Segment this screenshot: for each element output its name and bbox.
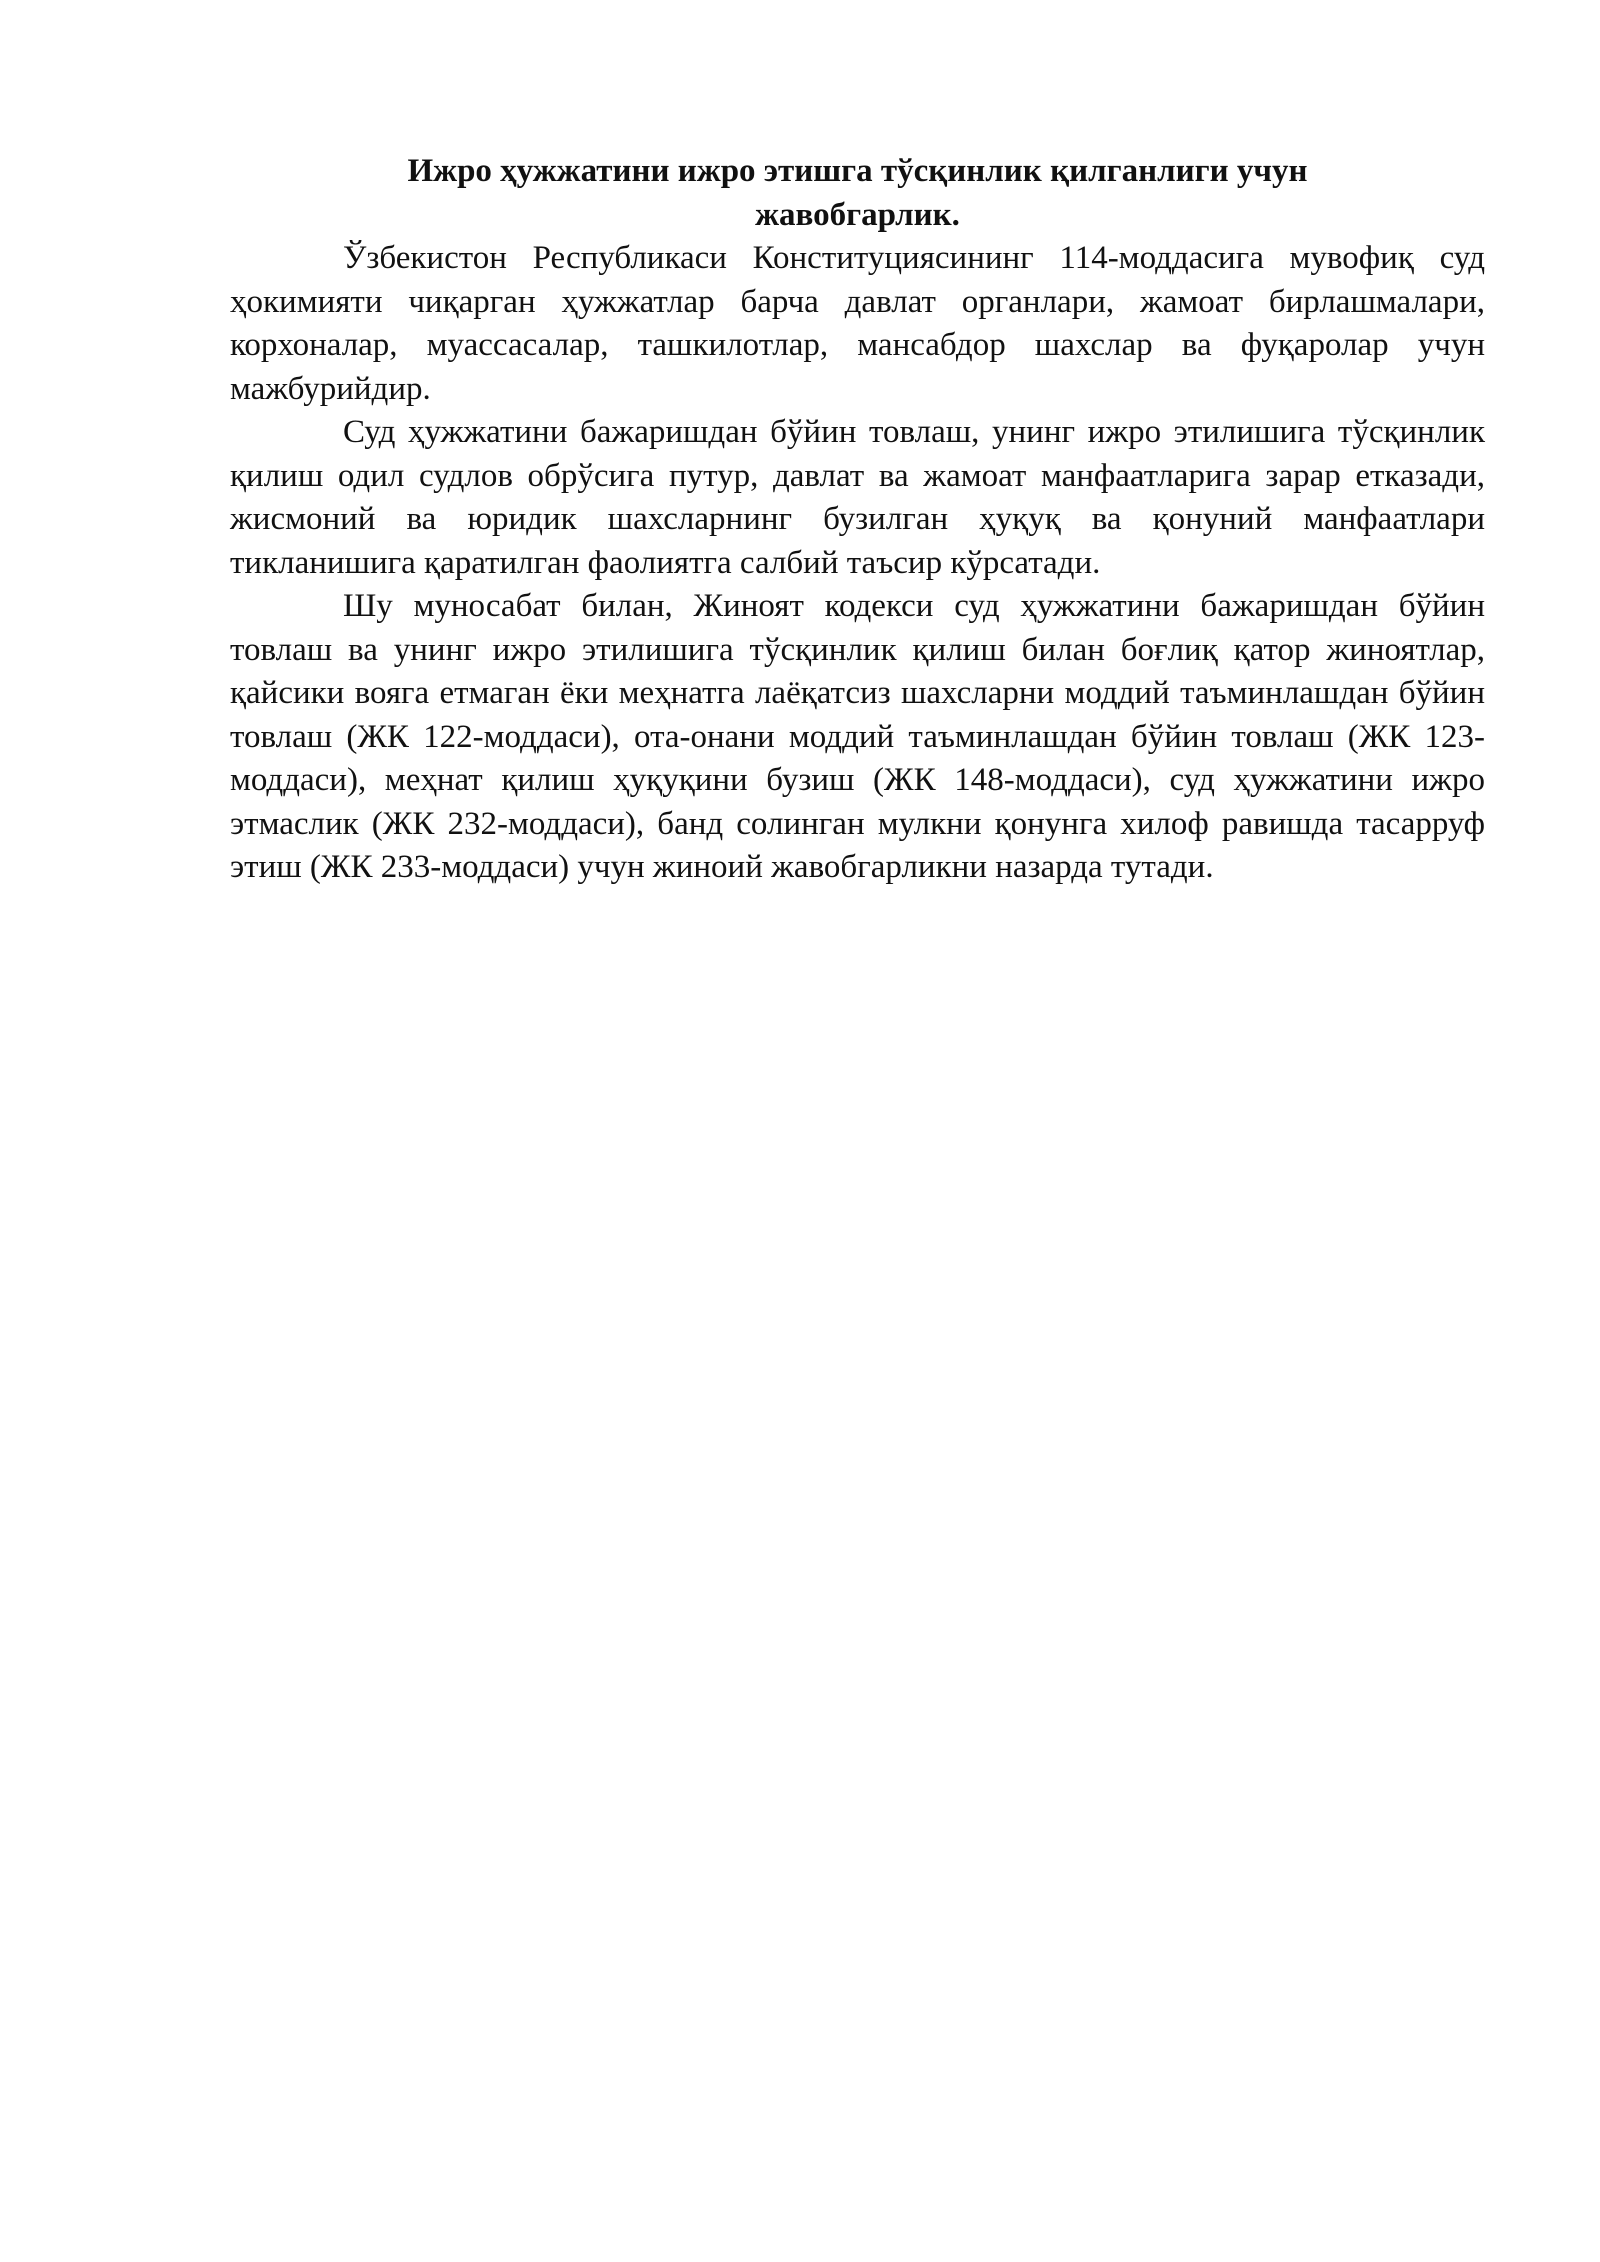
paragraph-court-evasion: Суд ҳужжатини бажаришдан бўйин товлаш, унинг ижро этилишига тўсқинлик қилиш одил судлов обрўсига путур, давлат ва жамоат манфаатларига зарар етказади, жисмоний ва юридик шахсларнинг бузилган ҳуқуқ ва қонуний манфаатлари тикланишига қаратилган фаолиятга салбий таъсир кўрсатади. (230, 414, 1485, 581)
paragraph-criminal-code: Шу муносабат билан, Жиноят кодекси суд ҳужжатини бажаришдан бўйин товлаш ва унинг ижро этилишига тўсқинлик қилиш билан боғлиқ қатор жиноятлар, қайсики вояга етмаган ёки меҳнатга лаёқатсиз шахсларни моддий таъминлашдан бўйин товлаш (ЖК 122-моддаси), ота-онани моддий таъминлашдан бўйин товлаш (ЖК 123-моддаси), меҳнат қилиш ҳуқуқини бузиш (ЖК 148-моддаси), суд ҳужжатини ижро этмаслик (ЖК 232-моддаси), банд солинган мулкни қонунга хилоф равишда тасарруф этиш (ЖК 233-моддаси) учун жиноий жавобгарликни назарда тутади. (230, 588, 1485, 885)
paragraph-constitution: Ўзбекистон Республикаси Конституциясининг 114-моддасига мувофиқ суд ҳокимияти чиқарган ҳужжатлар барча давлат органлари, жамоат бирлашмалари, корхоналар, муассасалар, ташкилотлар, мансабдор шахслар ва фуқаролар учун мажбурийдир. (230, 240, 1485, 407)
document-body (230, 150, 1485, 890)
document-title: Ижро ҳужжатини ижро этишга тўсқинлик қилганлиги учун жавобгарлик. (407, 153, 1308, 233)
